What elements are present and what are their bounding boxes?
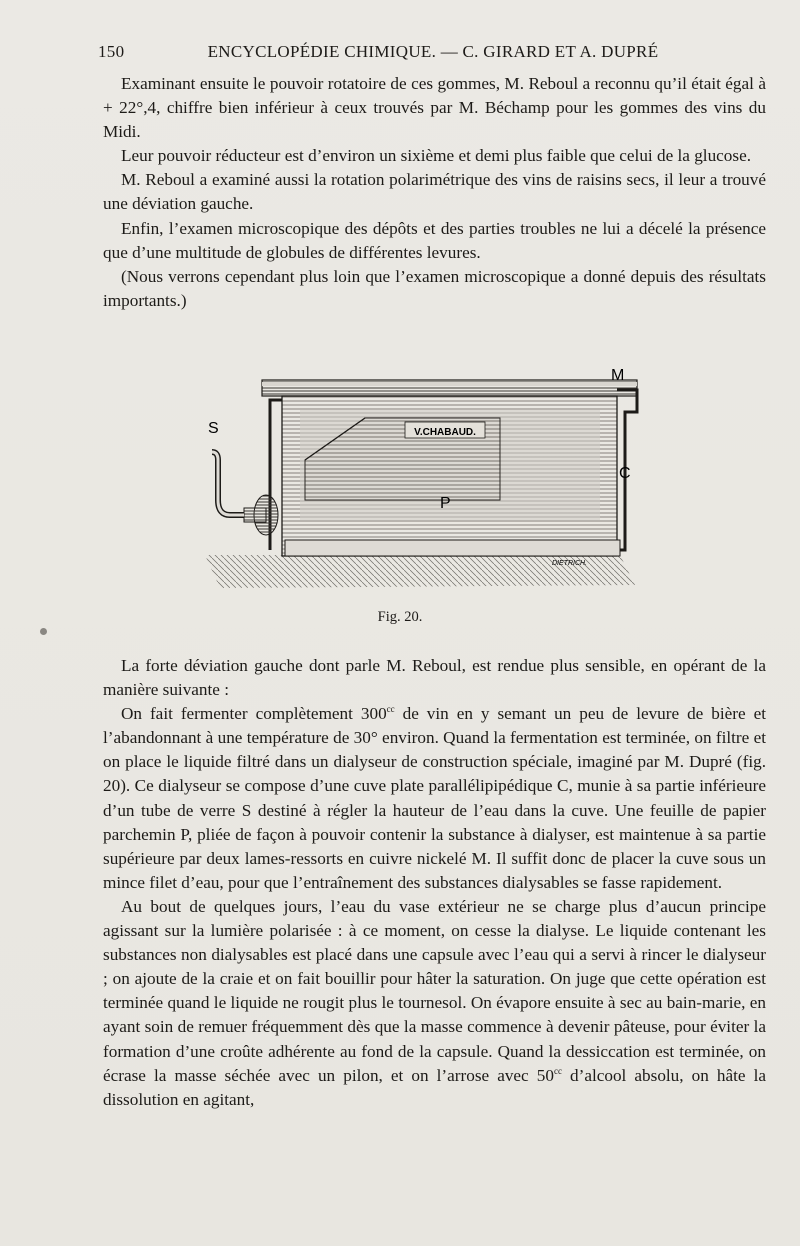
paragraph: La forte déviation gauche dont parle M. Reboul, est rendue plus sensible, en opérant de la manière suivante : (103, 656, 766, 700)
tube-s (212, 452, 278, 535)
page-header (98, 42, 768, 66)
paragraph: On fait fermenter complètement $300^{cc}$ de vin en y semant un peu de levure de bière et l’abandonnant à une température de 30° environ. Quand la fermentation est terminée, on filtre et on place le liquide filtré dans un dialyseur de construction spéciale, imaginé par M. Dupré (fig. 20). Ce dialyseur se compose d’une cuve plate parallélipipédique C, munie à sa partie inférieure d’un tube de verre S destiné à régler la hauteur de l’eau dans la cuve. Une feuille de papier parchemin P, pliée de façon à pouvoir contenir la substance à dialyser, est maintenue à sa partie supérieure par deux lames-ressorts en cuivre nickelé M. Il suffit donc de placer la cuve sous un mince filet d’eau, pour que l’entraînement des substances dialysables se fasse rapidement. (103, 704, 766, 892)
text-block-bottom (103, 654, 766, 1112)
label-c: C (619, 465, 631, 482)
paragraph: Enfin, l’examen microscopique des dépôts et des parties troubles ne lui a décelé la présence que d’une multitude de globules de différentes levures. (103, 218, 766, 262)
paragraph: Leur pouvoir réducteur est d’environ un sixième et demi plus faible que celui de la glucose. (121, 146, 752, 166)
paragraph: Au bout de quelques jours, l’eau du vase extérieur ne se charge plus d’aucun principe agissant sur la lumière polarisée : à ce moment, on cesse la dialyse. Le liquide contenant les substances non dialysables est placé dans une capsule avec l’eau qui a servi à rincer le dialyseur ; on ajoute de la craie et on fait bouillir pour hâter la saturation. On juge que cette opération est terminée quand le liquide ne rougit plus le tournesol. On évapore ensuite à sec au bain-marie, en ayant soin de remuer fréquemment dès que la masse commence à devenir pâteuse, pour éviter la formation d’une croûte adhérente au fond de la capsule. Quand la dessiccation est terminée, on écrase la masse séchée avec un pilon, et on l’arrose avec $50^{cc}$ d’alcool absolu, on hâte la dissolution en agitant, (103, 896, 767, 1109)
page-number: 150 (98, 42, 125, 61)
label-s: S (208, 420, 219, 437)
paragraph: Examinant ensuite le pouvoir rotatoire de ces gommes, M. Reboul a reconnu qu’il était égal à + 22°,4, chiffre bien inférieur à ceux trouvés par M. Béchamp pour les gommes des vins du Midi. (103, 74, 766, 142)
paragraph: (Nous verrons cependant plus loin que l’examen microscopique a donné depuis des résultats importants.) (103, 266, 766, 310)
margin-mark (40, 628, 47, 635)
label-m: M (611, 367, 625, 384)
text-block-top (103, 72, 766, 313)
running-title: ENCYCLOPÉDIE CHIMIQUE. — C. GIRARD ET A. DUPRÉ (207, 42, 659, 61)
cuve-base (285, 540, 620, 556)
label-p: P (440, 495, 451, 512)
paragraph: M. Reboul a examiné aussi la rotation polarimétrique des vins de raisins secs, il leur a trouvé une déviation gauche. (103, 170, 766, 214)
figure-caption: Fig. 20. (377, 609, 423, 625)
dialyser-illustration (200, 360, 640, 590)
maker-plate: V.CHABAUD. (414, 427, 476, 438)
engraver-signature: DIETRICH. (552, 560, 587, 567)
